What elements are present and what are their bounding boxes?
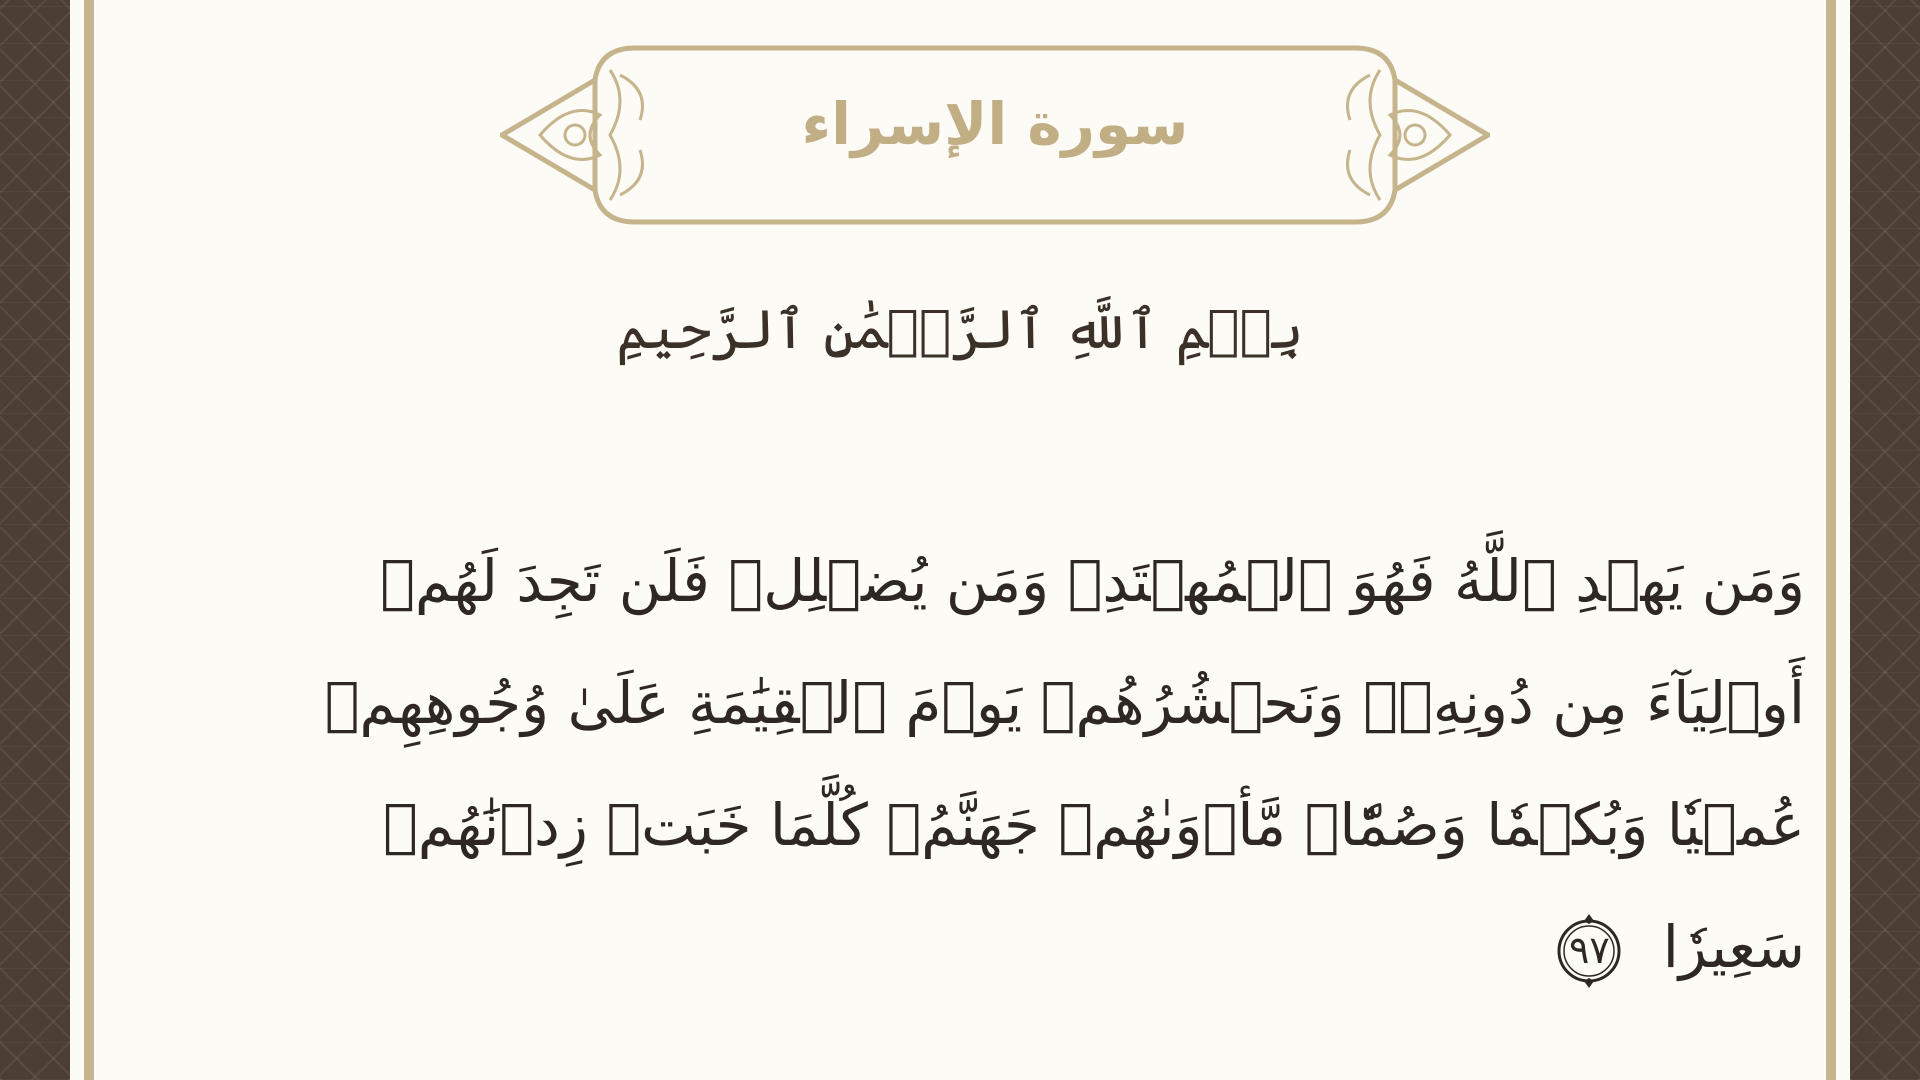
surah-title: سورة الإسراء bbox=[801, 90, 1189, 158]
right-gold-rule bbox=[1826, 0, 1836, 1080]
left-ornamental-border bbox=[0, 0, 70, 1080]
right-ornamental-border bbox=[1850, 0, 1920, 1080]
ayah-number: ٩٧ bbox=[1568, 927, 1610, 972]
ayah-number-marker bbox=[1548, 910, 1630, 992]
verse-text: وَمَن يَهۡدِ ٱللَّهُ فَهُوَ ٱلۡمُهۡتَدِۖ وَمَن يُضۡلِلۡ فَلَن تَجِدَ لَهُمۡ أَوۡلِيَآءَ مِن دُونِهِۦۖ وَنَحۡشُرُهُمۡ يَوۡمَ ٱلۡقِيَٰمَةِ عَلَىٰ وُجُوهِهِمۡ عُمۡيٗا وَبُكۡمٗا وَصُمّٗاۖ مَّأۡوَىٰهُمۡ جَهَنَّمُۖ كُلَّمَا خَبَتۡ زِدۡنَٰهُمۡ سَعِيرٗا bbox=[324, 547, 1805, 981]
verse-text-block bbox=[250, 520, 1805, 1008]
basmala: بِسۡمِ ٱللَّهِ ٱلرَّحۡمَٰنِ ٱلرَّحِيمِ bbox=[616, 298, 1304, 361]
surah-title-banner bbox=[500, 40, 1490, 230]
left-gold-rule bbox=[84, 0, 94, 1080]
mushaf-page bbox=[70, 0, 1850, 1080]
